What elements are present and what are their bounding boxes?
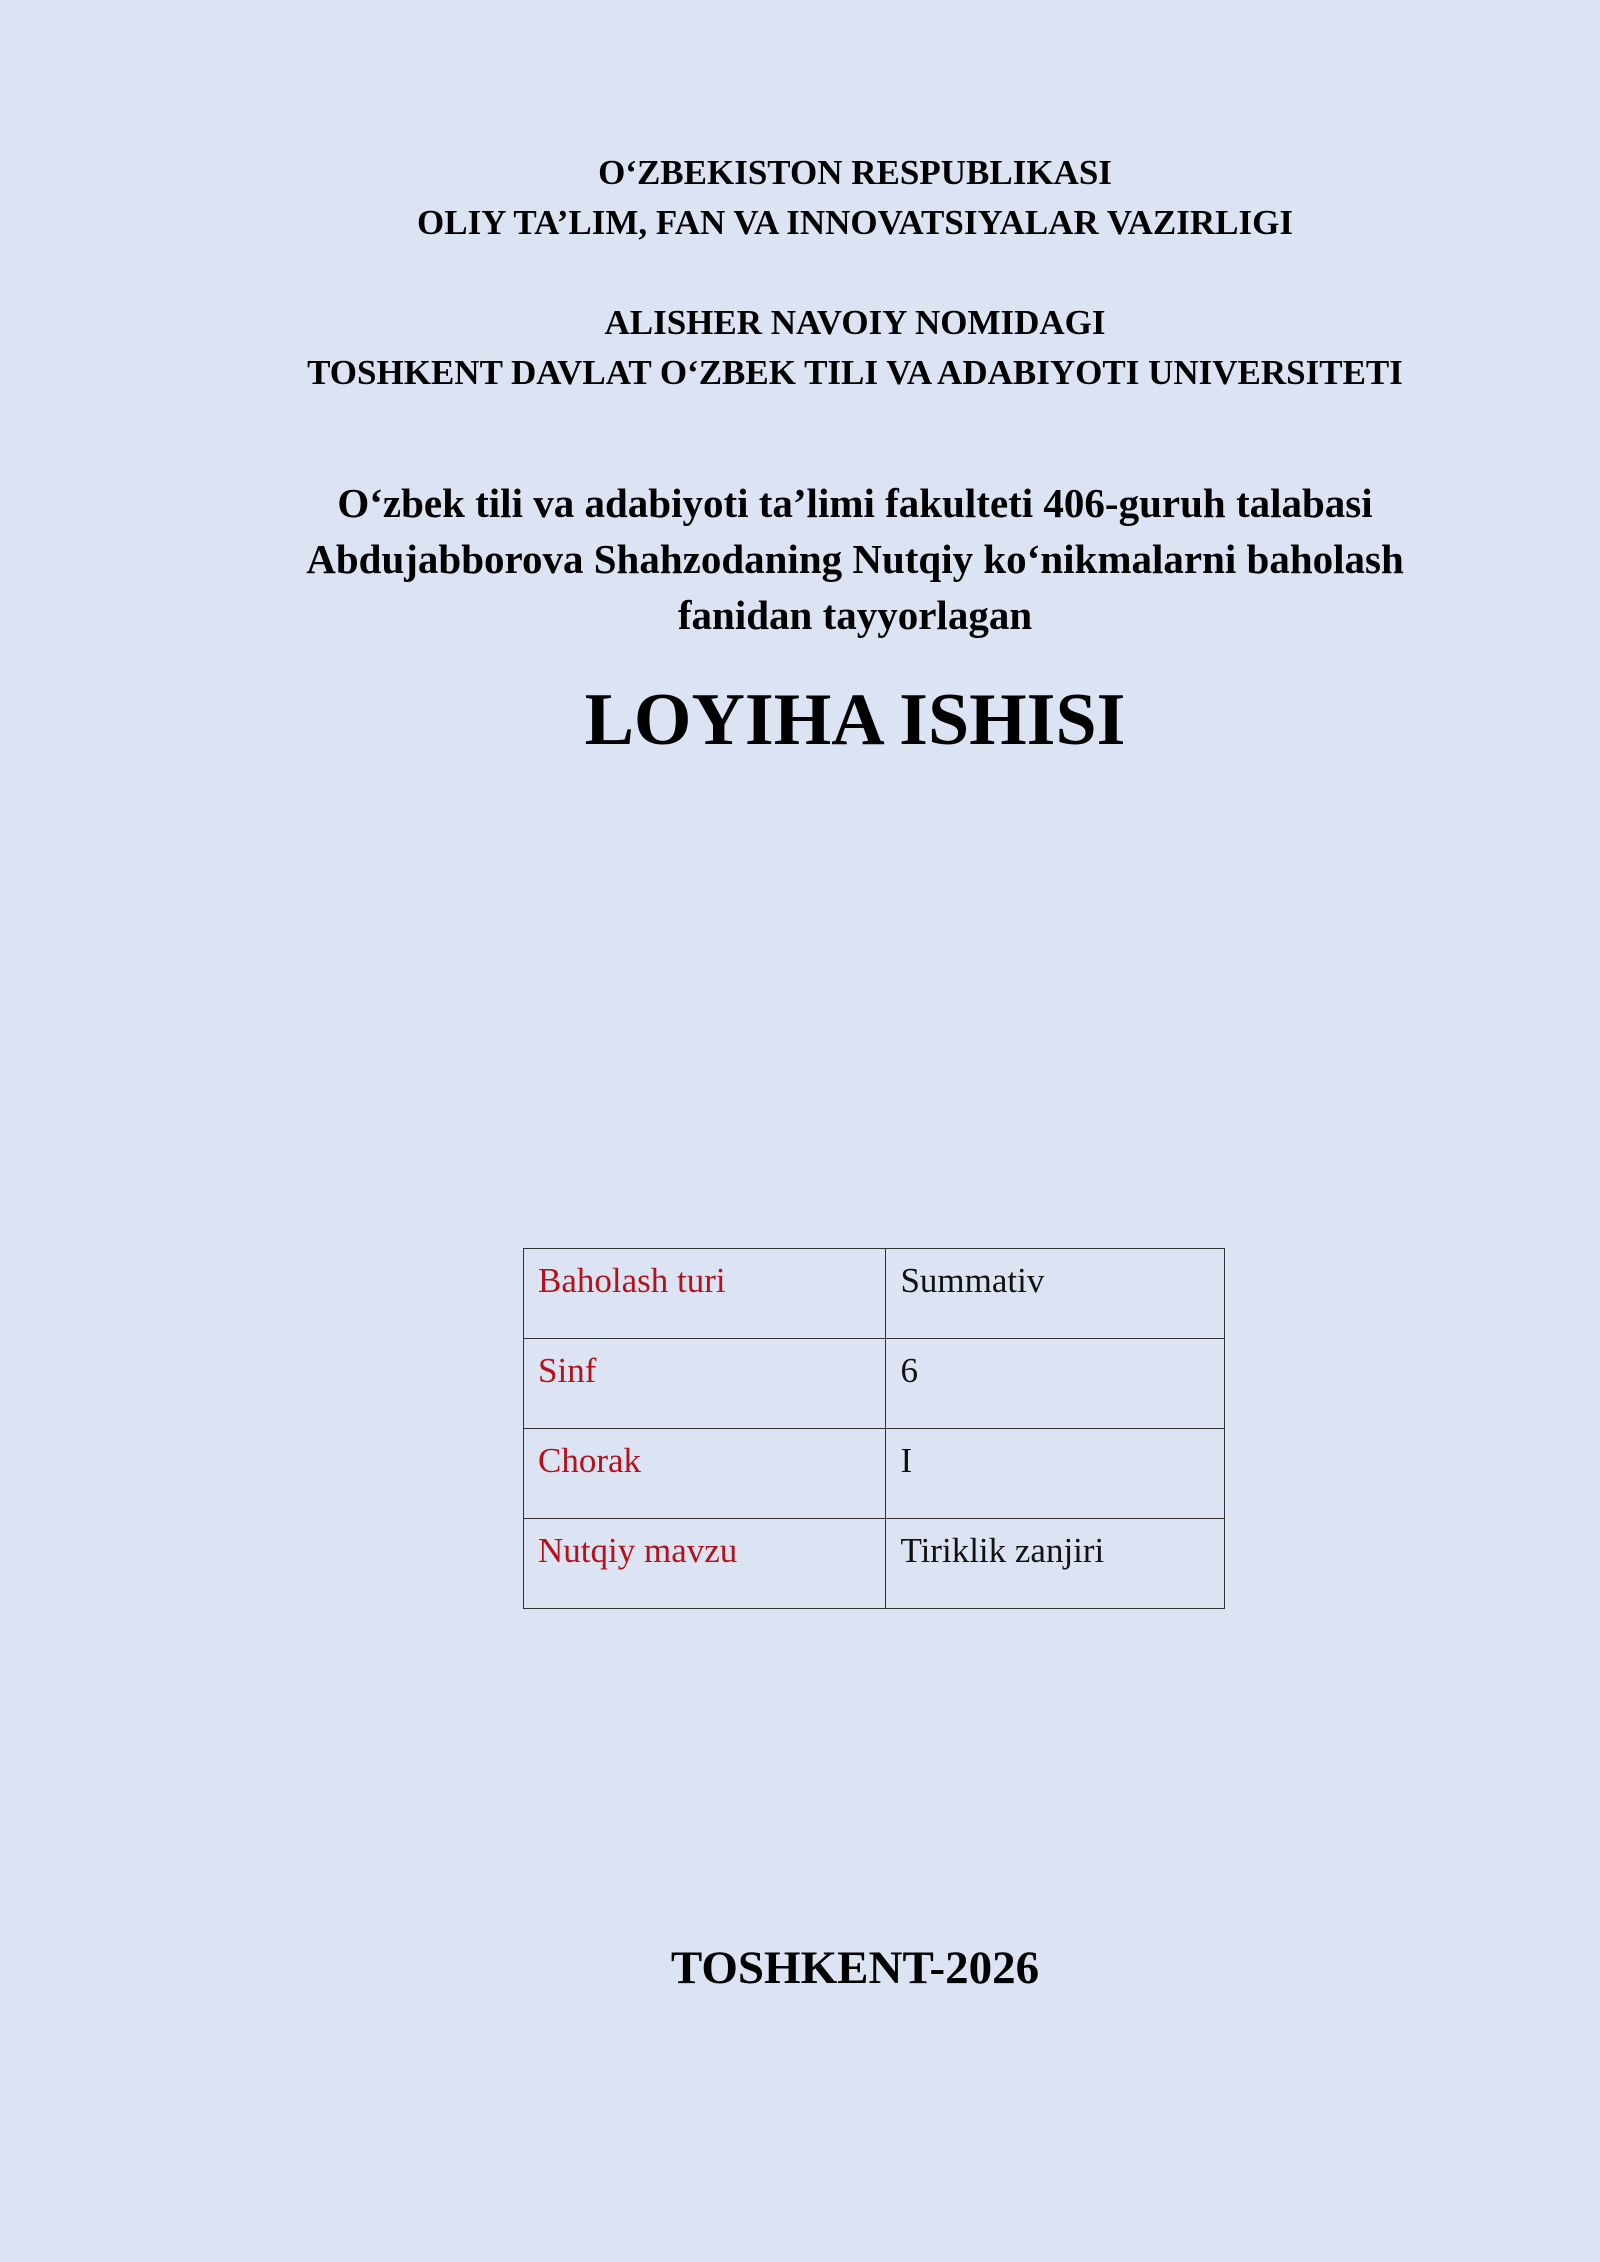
description-line-2: Abdujabborova Shahzodaning Nutqiy ko‘nikmalarni baholash	[306, 536, 1404, 582]
description-line-3: fanidan tayyorlagan	[677, 592, 1033, 638]
project-description	[0, 475, 1600, 643]
ministry-line-2: OLIY TA’LIM, FAN VA INNOVATSIYALAR VAZIRLIGI	[417, 203, 1293, 242]
table-value-cell: I	[886, 1429, 1225, 1519]
ministry-heading	[0, 148, 1600, 248]
university-line-2: TOSHKENT DAVLAT O‘ZBEK TILI VA ADABIYOTI UNIVERSITETI	[307, 353, 1403, 392]
info-table	[523, 1248, 1225, 1609]
university-heading	[0, 298, 1600, 398]
description-line-1: O‘zbek tili va adabiyoti ta’limi fakulteti 406-guruh talabasi	[337, 480, 1373, 526]
page-title: LOYIHA ISHISI	[584, 679, 1126, 761]
table-row	[524, 1429, 1225, 1519]
table-key-cell: Chorak	[524, 1429, 886, 1519]
table-key-cell: Baholash turi	[524, 1249, 886, 1339]
table-value-cell: Summativ	[886, 1249, 1225, 1339]
table-key-cell: Sinf	[524, 1339, 886, 1429]
footer-city-year: TOSHKENT-2026	[670, 1942, 1040, 1994]
table-key-cell: Nutqiy mavzu	[524, 1519, 886, 1609]
table-row	[524, 1249, 1225, 1339]
table-value-cell: Tiriklik zanjiri	[886, 1519, 1225, 1609]
table-value-cell: 6	[886, 1339, 1225, 1429]
table-row	[524, 1339, 1225, 1429]
table-row	[524, 1519, 1225, 1609]
ministry-line-1: O‘ZBEKISTON RESPUBLIKASI	[598, 153, 1112, 192]
university-line-1: ALISHER NAVOIY NOMIDAGI	[604, 303, 1106, 342]
